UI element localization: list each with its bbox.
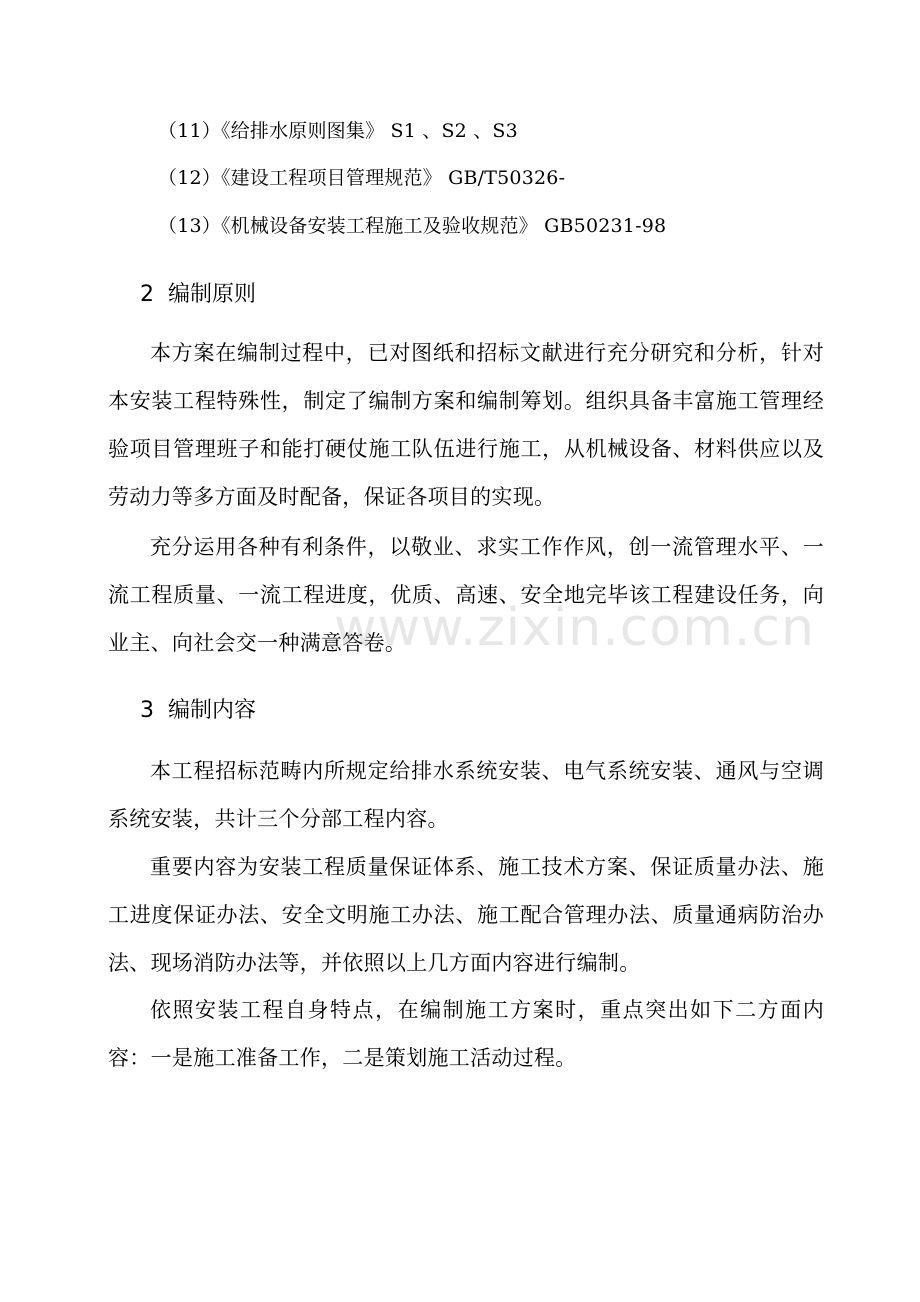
reference-item-11: （11）《给排水原则图集》 S1 、S2 、S3 (158, 120, 518, 142)
paragraph: 依照安装工程自身特点，在编制施工方案时，重点突出如下二方面内容：一是施工准备工作，二是策划施工活动过程。 (108, 998, 824, 1070)
paragraph: 充分运用各种有利条件，以敬业、求实工作作风，创一流管理水平、一流工程质量、一流工程进度，优质、高速、安全地完毕该工程建设任务，向业主、向社会交一种满意答卷。 (108, 535, 824, 655)
section-number: 3 (140, 698, 154, 723)
reference-item-13: （13）《机械设备安装工程施工及验收规范》 GB50231-98 (158, 215, 667, 237)
paragraph: 本工程招标范畴内所规定给排水系统安装、电气系统安装、通风与空调系统安装，共计三个分部工程内容。 (108, 759, 824, 831)
section-title: 编制原则 (168, 282, 257, 307)
section-title: 编制内容 (168, 698, 257, 723)
paragraph: 重要内容为安装工程质量保证体系、施工技术方案、保证质量办法、施工进度保证办法、安全文明施工办法、施工配合管理办法、质量通病防治办法、现场消防办法等，并依照以上几方面内容进行编制。 (108, 855, 824, 975)
watermark: www.zixin.com.cn (334, 598, 815, 658)
section-heading-2 (140, 281, 256, 309)
reference-item-12: （12）《建设工程项目管理规范》 GB/T50326- (158, 167, 566, 189)
paragraph: 本方案在编制过程中，已对图纸和招标文献进行充分研究和分析，针对本安装工程特殊性，制定了编制方案和编制筹划。组织具备丰富施工管理经验项目管理班子和能打硬仗施工队伍进行施工，从机械设备、材料供应以及劳动力等多方面及时配备，保证各项目的实现。 (108, 341, 824, 509)
section-number: 2 (140, 282, 154, 307)
section-heading-3 (140, 697, 256, 725)
